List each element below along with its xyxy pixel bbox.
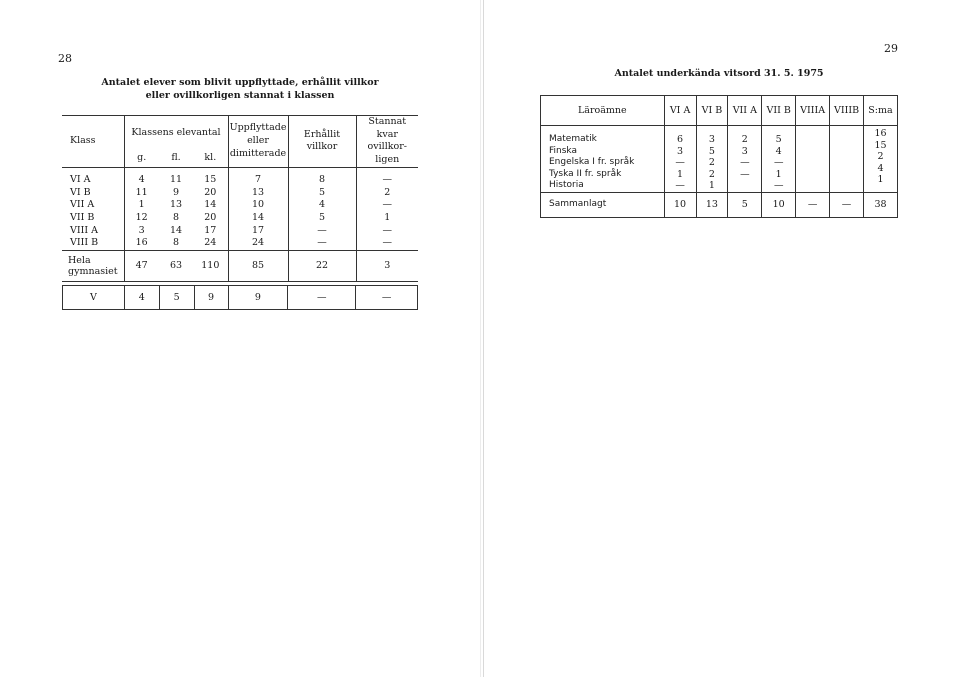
total-villkor: 22 (288, 251, 356, 282)
subject-cell: Finska (549, 145, 577, 156)
viia-column (728, 126, 762, 193)
total-kl: 110 (201, 259, 220, 271)
vib-cell: 2 (708, 157, 715, 168)
via-cell: 3 (677, 145, 684, 157)
kl-cell: 20 (204, 211, 217, 223)
kl-cell: 24 (204, 237, 217, 249)
sma-cell: 15 (874, 139, 887, 151)
via-column (664, 126, 696, 193)
header-stannat-l2: kvar (376, 128, 398, 140)
header-uppflyttade-l2: eller (247, 135, 269, 147)
v-kl: 9 (194, 286, 228, 310)
viib-cell: — (773, 180, 784, 191)
v-fl: 5 (159, 286, 194, 310)
header-kl: kl. (204, 151, 217, 163)
klass-column (62, 167, 124, 250)
uppflyttade-cell: 14 (251, 211, 265, 223)
v-stannat: — (356, 286, 418, 310)
sum-vib: 13 (696, 192, 728, 217)
vib-column (696, 126, 728, 193)
header-g: g. (137, 151, 147, 163)
stannat-cell: — (382, 224, 392, 236)
vib-cell: 2 (708, 168, 715, 180)
v-g: 4 (124, 286, 159, 310)
header-erhallit-l1: Erhållit (303, 128, 341, 140)
villkor-cell: — (317, 237, 327, 249)
stannat-cell: — (382, 173, 392, 185)
elevantal-row (125, 174, 228, 187)
viia-cell: 3 (741, 145, 748, 157)
viib-cell: 5 (775, 134, 782, 145)
failing-grades-body (541, 126, 898, 193)
vib-cell: 1 (708, 180, 715, 191)
left-table-title (62, 76, 418, 102)
subject-cell: Tyska II fr. språk (549, 168, 622, 179)
left-title-line-1: Antalet elever som blivit uppflyttade, erhållit villkor (101, 77, 379, 88)
fl-cell: 13 (169, 199, 183, 211)
promotion-table-header (62, 116, 418, 168)
sma-cell: 16 (874, 128, 887, 139)
header-viib: VII B (762, 96, 796, 126)
promotion-table-body (62, 167, 418, 250)
v-label: V (89, 292, 97, 303)
viia-cell: — (740, 157, 750, 168)
fl-cell: 9 (172, 186, 180, 198)
kl-cell: 15 (204, 173, 217, 185)
v-row-table (62, 285, 418, 310)
g-cell: 4 (138, 173, 145, 185)
vib-cell: 3 (708, 134, 715, 145)
klass-cell: VIII A (70, 224, 98, 236)
fl-cell: 11 (169, 173, 183, 185)
total-row (62, 251, 418, 282)
kl-cell: 17 (204, 224, 217, 236)
elevantal-row (125, 225, 228, 238)
villkor-cell: 5 (318, 211, 326, 223)
total-fl: 63 (169, 259, 183, 271)
uppflyttade-cell: 7 (254, 173, 262, 185)
viiib-column (830, 126, 864, 193)
viiia-column (796, 126, 830, 193)
elevantal-column (124, 167, 228, 250)
header-erhallit-villkor (288, 116, 356, 168)
klass-cell: VII B (70, 211, 95, 223)
failing-grades-header (541, 96, 898, 126)
via-cell: 6 (677, 134, 684, 145)
g-cell: 12 (135, 211, 148, 223)
sum-viib: 10 (762, 192, 796, 217)
stannat-cell: — (382, 199, 392, 211)
g-cell: 11 (135, 186, 148, 198)
sma-cell: 4 (877, 162, 884, 174)
viib-cell: 1 (775, 168, 782, 180)
viia-cell: — (740, 168, 750, 180)
header-vib: VI B (696, 96, 728, 126)
villkor-cell: 5 (318, 186, 326, 198)
uppflyttade-cell: 10 (251, 199, 265, 211)
header-uppflyttade-l3: dimitterade (229, 147, 287, 159)
v-row (63, 286, 418, 310)
page-number-left: 28 (58, 52, 72, 65)
subject-cell: Historia (549, 180, 584, 190)
viib-cell: — (773, 157, 784, 168)
kl-cell: 20 (204, 186, 217, 198)
header-stannat-l4: ligen (375, 154, 400, 166)
viib-cell: 4 (775, 145, 782, 157)
total-elevantal (124, 251, 228, 282)
kl-cell: 14 (204, 199, 217, 211)
header-erhallit-l2: villkor (306, 141, 338, 153)
header-stannat-kvar (356, 116, 418, 168)
right-table-title: Antalet underkända vitsord 31. 5. 1975 (614, 68, 824, 79)
fl-cell: 8 (172, 211, 180, 223)
sum-label: Sammanlagt (541, 192, 665, 217)
elevantal-row (125, 199, 228, 212)
header-sma: S:ma (864, 96, 898, 126)
total-label-l1: Hela (68, 255, 91, 267)
header-stannat-l1: Stannat (368, 116, 407, 127)
header-klass: Klass (62, 116, 124, 168)
total-label (62, 251, 124, 282)
promotion-table (62, 115, 418, 282)
villkor-cell: 4 (318, 199, 326, 211)
total-stannat: 3 (356, 251, 418, 282)
header-laroamne: Läroämne (541, 96, 665, 126)
page-number-right: 29 (884, 42, 898, 55)
stannat-cell: — (382, 237, 392, 249)
failing-grades-table (540, 95, 898, 218)
g-cell: 16 (135, 237, 148, 249)
subject-cell: Engelska I fr. språk (549, 157, 635, 167)
uppflyttade-column (228, 167, 288, 250)
v-villkor: — (288, 286, 356, 310)
subject-column (541, 126, 665, 193)
via-cell: — (675, 157, 685, 168)
header-elevantal-label: Klassens elevantal (131, 126, 221, 138)
elevantal-row (125, 237, 228, 250)
total-uppflyttade: 85 (228, 251, 288, 282)
klass-cell: VII A (70, 199, 95, 211)
vib-cell: 5 (708, 145, 715, 157)
stannat-cell: 1 (384, 211, 391, 223)
header-fl: fl. (171, 151, 181, 163)
subject-cell: Matematik (549, 134, 597, 144)
header-stannat-l3: ovillkor- (367, 141, 407, 153)
header-viiia: VIIIA (796, 96, 830, 126)
header-viiib: VIIIB (830, 96, 864, 126)
elevantal-row (125, 187, 228, 200)
sum-viiib: — (830, 192, 864, 217)
stannat-cell: 2 (384, 186, 391, 198)
viia-cell: 2 (741, 134, 748, 145)
sma-column (864, 126, 898, 193)
header-klassens-elevantal (124, 116, 228, 168)
v-uppflyttade: 9 (228, 286, 288, 310)
villkor-cell: 8 (318, 173, 326, 185)
stannat-column (356, 167, 418, 250)
sum-sma: 38 (864, 192, 898, 217)
sum-viia: 5 (728, 192, 762, 217)
viib-column (762, 126, 796, 193)
g-cell: 3 (138, 224, 145, 236)
fl-cell: 8 (172, 237, 180, 249)
sma-cell: 2 (877, 151, 884, 162)
klass-cell: VIII B (70, 237, 99, 249)
sma-cell: 1 (877, 174, 884, 185)
page-gutter (483, 0, 484, 677)
header-viia: VII A (728, 96, 762, 126)
uppflyttade-cell: 17 (251, 224, 265, 236)
klass-cell: VI A (70, 173, 91, 185)
villkor-column (288, 167, 356, 250)
sum-via: 10 (664, 192, 696, 217)
total-label-l2: gymnasiet (68, 266, 118, 278)
klass-cell: VI B (70, 186, 91, 198)
g-cell: 1 (138, 199, 145, 211)
villkor-cell: — (317, 224, 327, 236)
uppflyttade-cell: 24 (251, 237, 265, 249)
header-uppflyttade-l1: Uppflyttade (229, 122, 287, 134)
fl-cell: 14 (169, 224, 183, 236)
via-cell: 1 (677, 168, 684, 180)
page-gutter-shadow (480, 0, 481, 677)
total-g: 47 (135, 259, 148, 271)
uppflyttade-cell: 13 (251, 186, 265, 198)
elevantal-row (125, 212, 228, 225)
header-via: VI A (664, 96, 696, 126)
via-cell: — (675, 180, 685, 191)
header-uppflyttade (228, 116, 288, 168)
sum-viiia: — (796, 192, 830, 217)
left-title-line-2: eller ovillkorligen stannat i klassen (145, 90, 335, 101)
sum-row (541, 192, 898, 217)
